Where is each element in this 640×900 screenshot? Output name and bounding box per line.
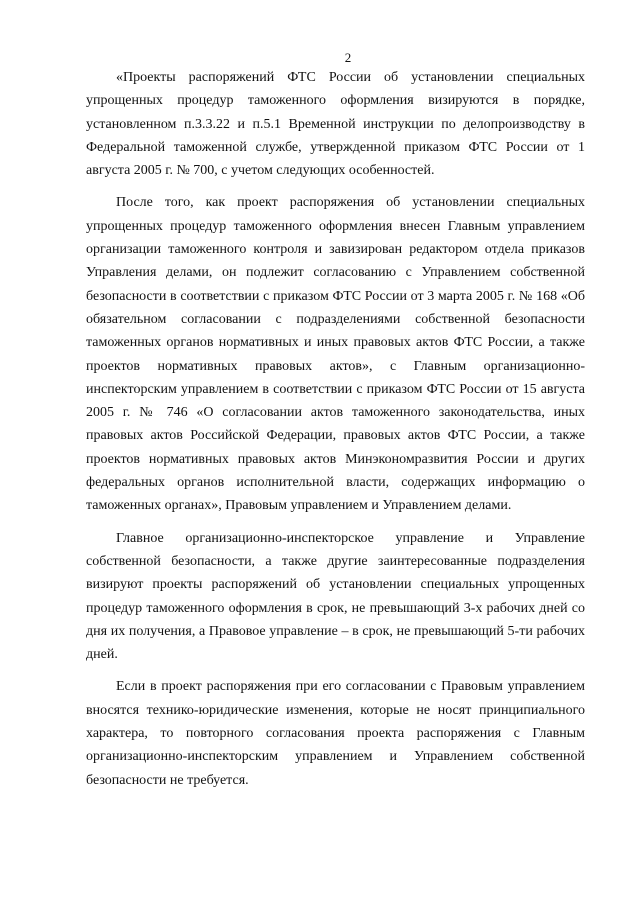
document-body	[86, 66, 585, 792]
paragraph-4: Если в проект распоряжения при его согласовании с Правовым управлением вносятся технико-юридические изменения, которые не носят принципиального характера, то повторного согласования проекта распоряжения с Главным организационно-инспекторским управлением и Управлением собственной безопасности не требуется.	[86, 679, 585, 788]
paragraph-1: «Проекты распоряжений ФТС России об установлении специальных упрощенных процедур таможенного оформления визируются в порядке, установленном п.3.3.22 и п.5.1 Временной инструкции по делопроизводству в Федеральной таможенной службе, утвержденной приказом ФТС России от 1 августа 2005 г. № 700, с учетом следующих особенностей.	[86, 70, 585, 179]
paragraph-2: После того, как проект распоряжения об установлении специальных упрощенных процедур таможенного оформления внесен Главным управлением организации таможенного контроля и завизирован редактором отдела приказов Управления делами, он подлежит согласованию с Управлением собственной безопасности в соответствии с приказом ФТС России от 3 марта 2005 г. № 168 «Об обязательном согласовании с подразделениями собственной безопасности таможенных органов нормативных и иных правовых актов ФТС России, а также проектов нормативных правовых актов», с Главным организационно-инспекторским управлением в соответствии с приказом ФТС России от 15 августа 2005 г. № 746 «О согласовании актов таможенного законодательства, иных правовых актов Российской Федерации, правовых актов ФТС России, а также проектов нормативных правовых актов Минэкономразвития России и других федеральных органов исполнительной власти, содержащих информацию о таможенных органах», Правовым управлением и Управлением делами.	[86, 195, 585, 514]
paragraph-3: Главное организационно-инспекторское управление и Управление собственной безопасности, а также другие заинтересованные подразделения визируют проекты распоряжений об установлении специальных упрощенных процедур таможенного оформления в срок, не превышающий 3-х рабочих дней со дня их получения, а Правовое управление – в срок, не превышающий 5-ти рабочих дней.	[86, 530, 585, 663]
page-number: 2	[344, 50, 352, 65]
